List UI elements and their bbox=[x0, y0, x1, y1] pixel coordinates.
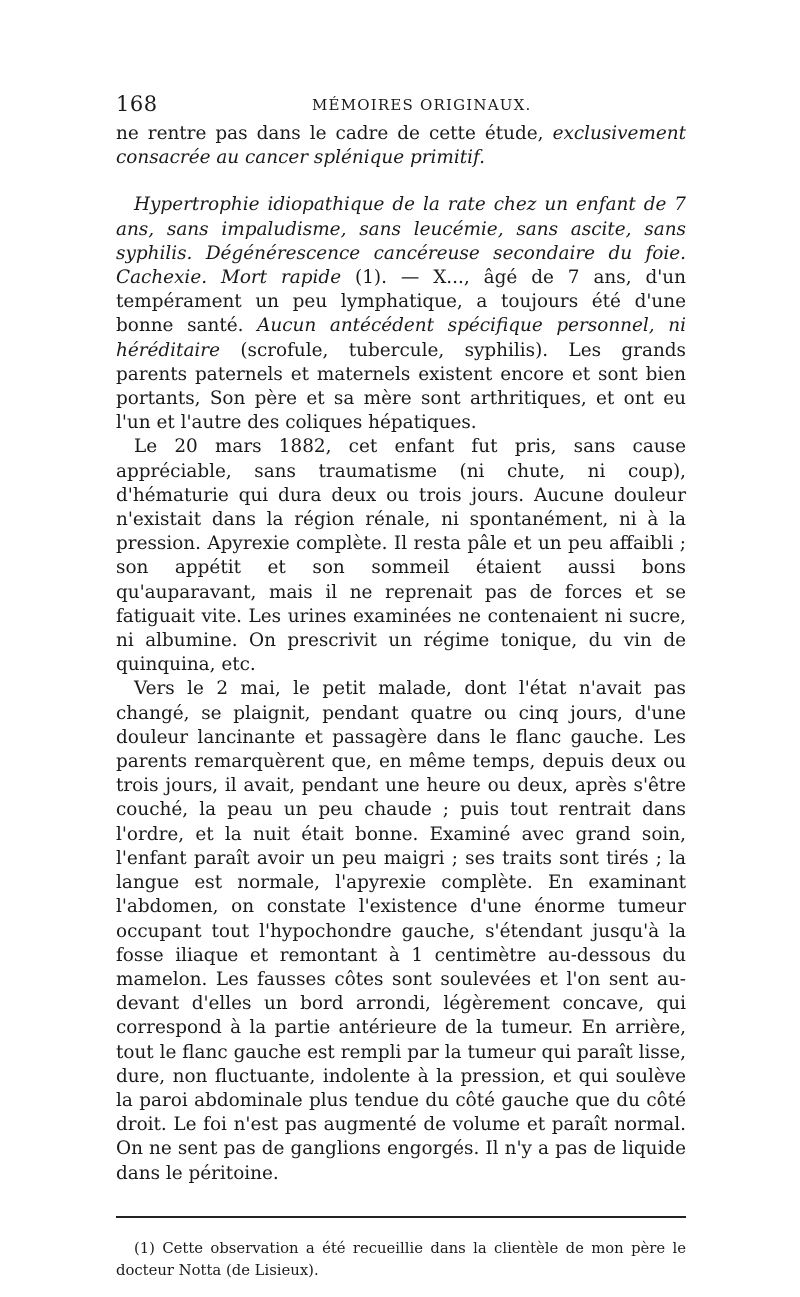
page-header bbox=[116, 92, 686, 122]
antecedents-text: (scrofule, tubercule, syphilis). Les grands parents paternels et maternels existent encore et sont bien portants, Son père et sa mère sont arthritiques, et ont eu l'un et l'autre des coliques hépatiques. bbox=[116, 339, 686, 434]
footnote: (1) Cette observation a été recueillie dans la clientèle de mon père le docteur Notta (de Lisieux). bbox=[116, 1239, 686, 1279]
antecedents-italic: Aucun antécédent spécifique personnel, ni héréditaire bbox=[116, 315, 686, 361]
case-title: Hypertrophie idiopathique de la rate chez un enfant de 7 ans, sans impaludisme, sans leucémie, sans ascite, sans syphilis. Dégénérescence cancéreuse secondaire du foie. Cachexie. Mort rapide bbox=[116, 194, 686, 289]
main-text bbox=[116, 122, 686, 1186]
paragraph-may: Vers le 2 mai, le petit malade, dont l'état n'avait pas changé, se plaignit, pendant quatre ou cinq jours, d'une douleur lancinante et passagère dans le flanc gauche. Les parents remarquèrent que, en même temps, depuis deux ou trois jours, il avait, pendant une heure ou deux, après s'être couché, la peau un peu chaude ; puis tout rentrait dans l'ordre, et la nuit était bonne. Examiné avec grand soin, l'enfant paraît avoir un peu maigri ; ses traits sont tirés ; la langue est normale, l'apyrexie complète. En examinant l'abdomen, on constate l'existence d'une énorme tumeur occupant tout l'hypochondre gauche, s'étendant jusqu'à la fosse iliaque et remontant à 1 centimètre au-dessous du mamelon. Les fausses côtes sont soulevées et l'on sent au-devant d'elles un bord arrondi, légèrement concave, qui correspond à la partie antérieure de la tumeur. En arrière, tout le flanc gauche est rempli par la tumeur qui paraît lisse, dure, non fluctuante, indolente à la pression, et qui soulève la paroi abdominale plus tendue du côté gauche que du côté droit. Le foi n'est pas augmenté de volume et paraît normal. On ne sent pas de ganglions engorgés. Il n'y a pas de liquide dans le péritoine. bbox=[116, 678, 686, 1184]
paragraph-march: Le 20 mars 1882, cet enfant fut pris, sans cause appréciable, sans traumatisme (ni chute, ni coup), d'hématurie qui dura deux ou trois jours. Aucune douleur n'existait dans la région rénale, ni spontanément, ni à la pression. Apyrexie complète. Il resta pâle et un peu affaibli ; son appétit et son sommeil étaient aussi bons qu'auparavant, mais il ne reprenait pas de forces et se fatiguait vite. Les urines examinées ne contenaient ni sucre, ni albumine. On prescrivit un régime tonique, du vin de quinquina, etc. bbox=[116, 436, 686, 676]
continuation-paragraph bbox=[116, 122, 686, 170]
case-intro: (1). — X..., âgé de 7 ans, d'un tempérament un peu lymphatique, a toujours été d'une bonne santé. bbox=[116, 267, 686, 337]
footnote-rule bbox=[116, 1216, 686, 1218]
continuation-italic: exclusivement consacrée au cancer splénique primitif. bbox=[116, 123, 686, 169]
page-number: 168 bbox=[116, 92, 158, 116]
continuation-text: ne rentre pas dans le cadre de cette étude, bbox=[116, 123, 553, 144]
paragraph-gap bbox=[116, 170, 686, 193]
running-head: MÉMOIRES ORIGINAUX. bbox=[312, 96, 532, 114]
book-page bbox=[116, 92, 686, 1297]
case-paragraph bbox=[116, 193, 686, 435]
